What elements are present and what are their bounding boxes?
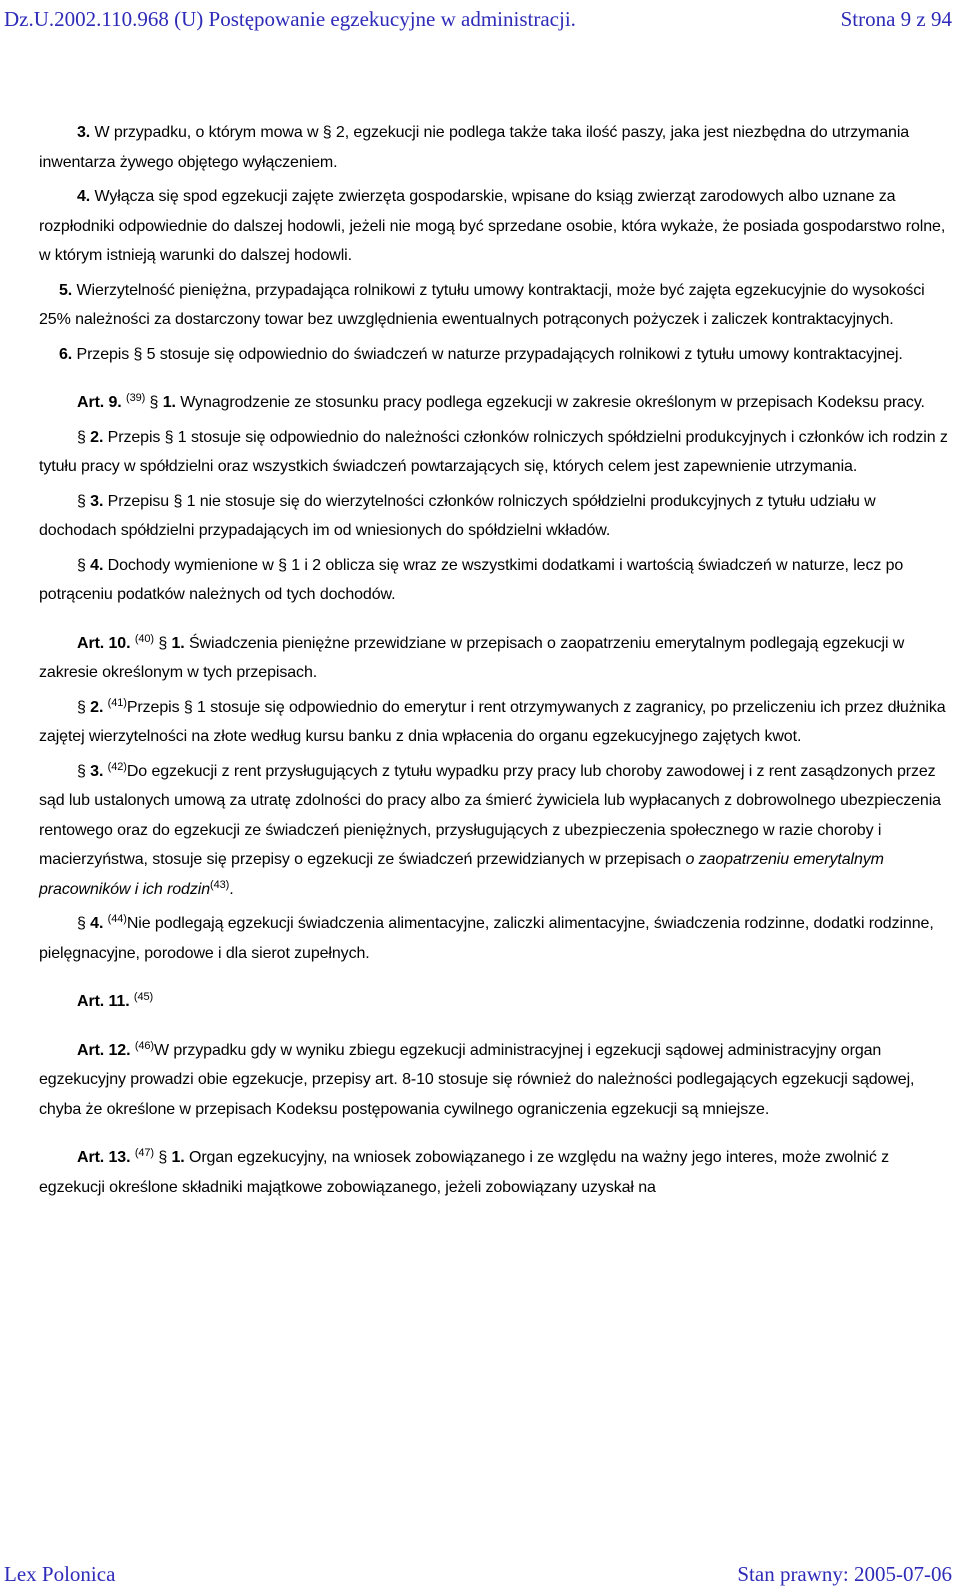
article-10-paragraph-3: § 3. $^{(42)}$Do egzekucji z rent przysługujących z tytułu wypadku przy pracy lub choroby zawodowej i z rent zasądzonych przez sąd lub ustalonych umową za utratę zdolności do pracy albo za śmierć żywiciela lub wypłacanych z dobrowolnego ubezpieczenia rentowego oraz do egzekucji ze świadczeń pieniężnych, przysługujących z ubezpieczenia społecznego w razie choroby i macierzyństwa, stosuje się przepisy o egzekucji ze świadczeń przewidzianych w przepisach o zaopatrzeniu emerytalnym pracowników i ich rodzin$^{(43)}$.	[39, 760, 941, 898]
footnote-ref[interactable]: (45)	[133, 991, 154, 1003]
footnote-ref[interactable]: (42)	[107, 760, 127, 773]
paragraph-text: Przepis § 1 stosuje się odpowiednio do emerytur i rent otrzymywanych z zagranicy, po przeliczeniu ich przez dłużnika zajętej wierzytelności na złote według kursu banku z dnia wpłacenia do organu egzekucyjnego zajętych kwot.	[39, 698, 946, 745]
paragraph-number: 5.	[59, 281, 73, 299]
paragraph-text: Nie podlegają egzekucji świadczenia alimentacyjne, zaliczki alimentacyjne, świadczenia rodzinne, dodatki rodzinne, pielęgnacyjne, porodowe i dla sierot zupełnych.	[39, 915, 934, 962]
article-11	[39, 987, 948, 1017]
article-9-paragraph-2: § 2. Przepis § 1 stosuje się odpowiednio do należności członków rolniczych spółdzielni produkcyjnych i członków ich rodzin z tytułu pracy w spółdzielni oraz wszystkich świadczeń powtarzających się, których celem jest zapewnienie utrzymania.	[39, 428, 948, 475]
paragraph-number: 4.	[90, 915, 104, 932]
article-9-paragraph-1: Art. 9. $^{(39)}$ § 1. Wynagrodzenie ze stosunku pracy podlega egzekucji w zakresie określonym w przepisach Kodeksu pracy.	[77, 392, 925, 411]
paragraph-5	[39, 276, 948, 335]
legal-status-date: Stan prawny: 2005-07-06	[737, 1562, 952, 1586]
paragraph-3	[39, 118, 948, 177]
paragraph-number: 1.	[162, 394, 176, 411]
article-9-paragraph-4: § 4. Dochody wymienione w § 1 i 2 oblicza się wraz ze wszystkimi dodatkami i wartością świadczeń w naturze, lecz po potrąceniu podatków należnych od tych dochodów.	[39, 556, 904, 603]
article-label: Art. 11.	[77, 993, 130, 1010]
article-10-paragraph-4: § 4. $^{(44)}$Nie podlegają egzekucji świadczenia alimentacyjne, zaliczki alimentacyjne, świadczenia rodzinne, dodatki rodzinne, pielęgnacyjne, porodowe i dla sierot zupełnych.	[39, 913, 934, 962]
footnote-ref[interactable]: (43)	[210, 878, 230, 891]
article-label: Art. 13.	[77, 1149, 131, 1166]
paragraph-text: Wierzytelność pieniężna, przypadająca rolnikowi z tytułu umowy kontraktacji, może być zajęta egzekucyjnie do wysokości 25% należności za dostarczony towar bez uwzględnienia ewentualnych potrąconych pożyczek i zaliczek kontraktacyjnych.	[39, 281, 925, 328]
paragraph-text: Przepis § 5 stosuje się odpowiednio do świadczeń w naturze przypadających rolnikowi z tytułu umowy kontraktacyjnej.	[72, 345, 903, 363]
document-title: Dz.U.2002.110.968 (U) Postępowanie egzekucyjne w administracji.	[4, 7, 576, 31]
sentence-end: .	[229, 880, 234, 898]
footnote-ref[interactable]: (44)	[107, 913, 127, 925]
paragraph-number: 4.	[77, 188, 91, 205]
paragraph-number: 1.	[171, 1149, 185, 1166]
page-number: Strona 9 z 94	[840, 7, 952, 31]
article-label: Art. 9.	[77, 394, 122, 411]
article-13-paragraph-1: Art. 13. $^{(47)}$ § 1. Organ egzekucyjny, na wniosek zobowiązanego i ze względu na ważny jego interes, może zwolnić z egzekucji określone składniki majątkowe zobowiązanego, jeżeli zobowiązany uzyskał na	[39, 1147, 890, 1196]
paragraph-number: 3.	[90, 492, 104, 510]
italic-act-title: o zaopatrzeniu emerytalnym pracowników i ich rodzin	[39, 851, 884, 898]
footnote-ref[interactable]: (47)	[134, 1147, 154, 1159]
footnote-ref[interactable]: (46)	[134, 1039, 154, 1052]
paragraph-text: Wynagrodzenie ze stosunku pracy podlega egzekucji w zakresie określonym w przepisach Kodeksu pracy.	[175, 394, 925, 411]
paragraph-text: Wyłącza się spod egzekucji zajęte zwierzęta gospodarskie, wpisane do ksiąg zwierząt zarodowych albo uznane za rozpłodniki odpowiednie do dalszej hodowli, jeżeli nie mogą być sprzedane osobie, która wykaże, że posiada gospodarstwo rolne, w którym istnieją warunki do dalszej hodowli.	[39, 188, 946, 264]
article-12	[39, 1036, 948, 1125]
publisher-name: Lex Polonica	[4, 1562, 116, 1586]
paragraph-text: Świadczenia pieniężne przewidziane w przepisach o zaopatrzeniu emerytalnym podlegają egzekucji w zakresie określonym w tych przepisach.	[39, 634, 905, 681]
paragraph-6	[39, 340, 948, 370]
paragraph-text: Dochody wymienione w § 1 i 2 oblicza się wraz ze wszystkimi dodatkami i wartością świadczeń w naturze, lecz po potrąceniu podatków należnych od tych dochodów.	[39, 556, 904, 603]
paragraph-4	[39, 182, 948, 271]
paragraph-number: 6.	[59, 345, 73, 363]
paragraph-number: 2.	[90, 698, 104, 716]
paragraph-text: Organ egzekucyjny, na wniosek zobowiązanego i ze względu na ważny jego interes, może zwolnić z egzekucji określone składniki majątkowe zobowiązanego, jeżeli zobowiązany uzyskał na	[39, 1149, 890, 1196]
paragraph-number: 1.	[171, 634, 185, 652]
article-10-paragraph-1: Art. 10. $^{(40)}$ § 1. Świadczenia pieniężne przewidziane w przepisach o zaopatrzeniu emerytalnym podlegają egzekucji w zakresie określonym w tych przepisach.	[39, 632, 905, 681]
paragraph-text: W przypadku gdy w wyniku zbiegu egzekucji administracyjnej i egzekucji sądowej administracyjny organ egzekucyjny prowadzi obie egzekucje, przepisy art. 8-10 stosuje się również do należności podlegających egzekucji sądowej, chyba że określone w przepisach Kodeksu postępowania cywilnego ograniczenia egzekucji są mniejsze.	[39, 1041, 915, 1118]
footnote-ref[interactable]: (39)	[126, 392, 146, 404]
footnote-ref[interactable]: (41)	[107, 696, 127, 709]
article-9-paragraph-3: § 3. Przepisu § 1 nie stosuje się do wierzytelności członków rolniczych spółdzielni produkcyjnych z tytułu udziału w dochodach spółdzielni przypadających im od wniesionych do spółdzielni wkładów.	[39, 492, 876, 539]
article-10-paragraph-2: § 2. $^{(41)}$Przepis § 1 stosuje się odpowiednio do emerytur i rent otrzymywanych z zagranicy, po przeliczeniu ich przez dłużnika zajętej wierzytelności na złote według kursu banku z dnia wpłacenia do organu egzekucyjnego zajętych kwot.	[39, 696, 946, 745]
article-label: Art. 10.	[77, 634, 131, 652]
paragraph-number: 4.	[90, 556, 104, 574]
paragraph-text: Przepisu § 1 nie stosuje się do wierzytelności członków rolniczych spółdzielni produkcyjnych z tytułu udziału w dochodach spółdzielni przypadających im od wniesionych do spółdzielni wkładów.	[39, 492, 876, 539]
paragraph-number: 3.	[77, 124, 91, 141]
paragraph-text: Przepis § 1 stosuje się odpowiednio do należności członków rolniczych spółdzielni produkcyjnych i członków ich rodzin z tytułu pracy w spółdzielni oraz wszystkich świadczeń powtarzających się, których celem jest zapewnienie utrzymania.	[39, 428, 948, 475]
paragraph-text: W przypadku, o którym mowa w § 2, egzekucji nie podlega także taka ilość paszy, jaka jest niezbędna do utrzymania inwentarza żywego objętego wyłączeniem.	[39, 124, 910, 171]
paragraph-text: Do egzekucji z rent przysługujących z tytułu wypadku przy pracy lub choroby zawodowej i z rent zasądzonych przez sąd lub ustalonych umową za utratę zdolności do pracy albo za śmierć żywiciela lub wypłacanych z dobrowolnego ubezpieczenia rentowego oraz do egzekucji ze świadczeń pieniężnych, przysługujących z ubezpieczenia społecznego w razie choroby i macierzyństwa, stosuje się przepisy o egzekucji ze świadczeń przewidzianych w przepisach	[39, 762, 941, 868]
footnote-ref[interactable]: (40)	[134, 632, 154, 645]
article-label: Art. 12.	[77, 1041, 131, 1059]
document-body	[39, 118, 948, 1207]
paragraph-number: 3.	[90, 762, 104, 780]
paragraph-number: 2.	[90, 428, 104, 446]
